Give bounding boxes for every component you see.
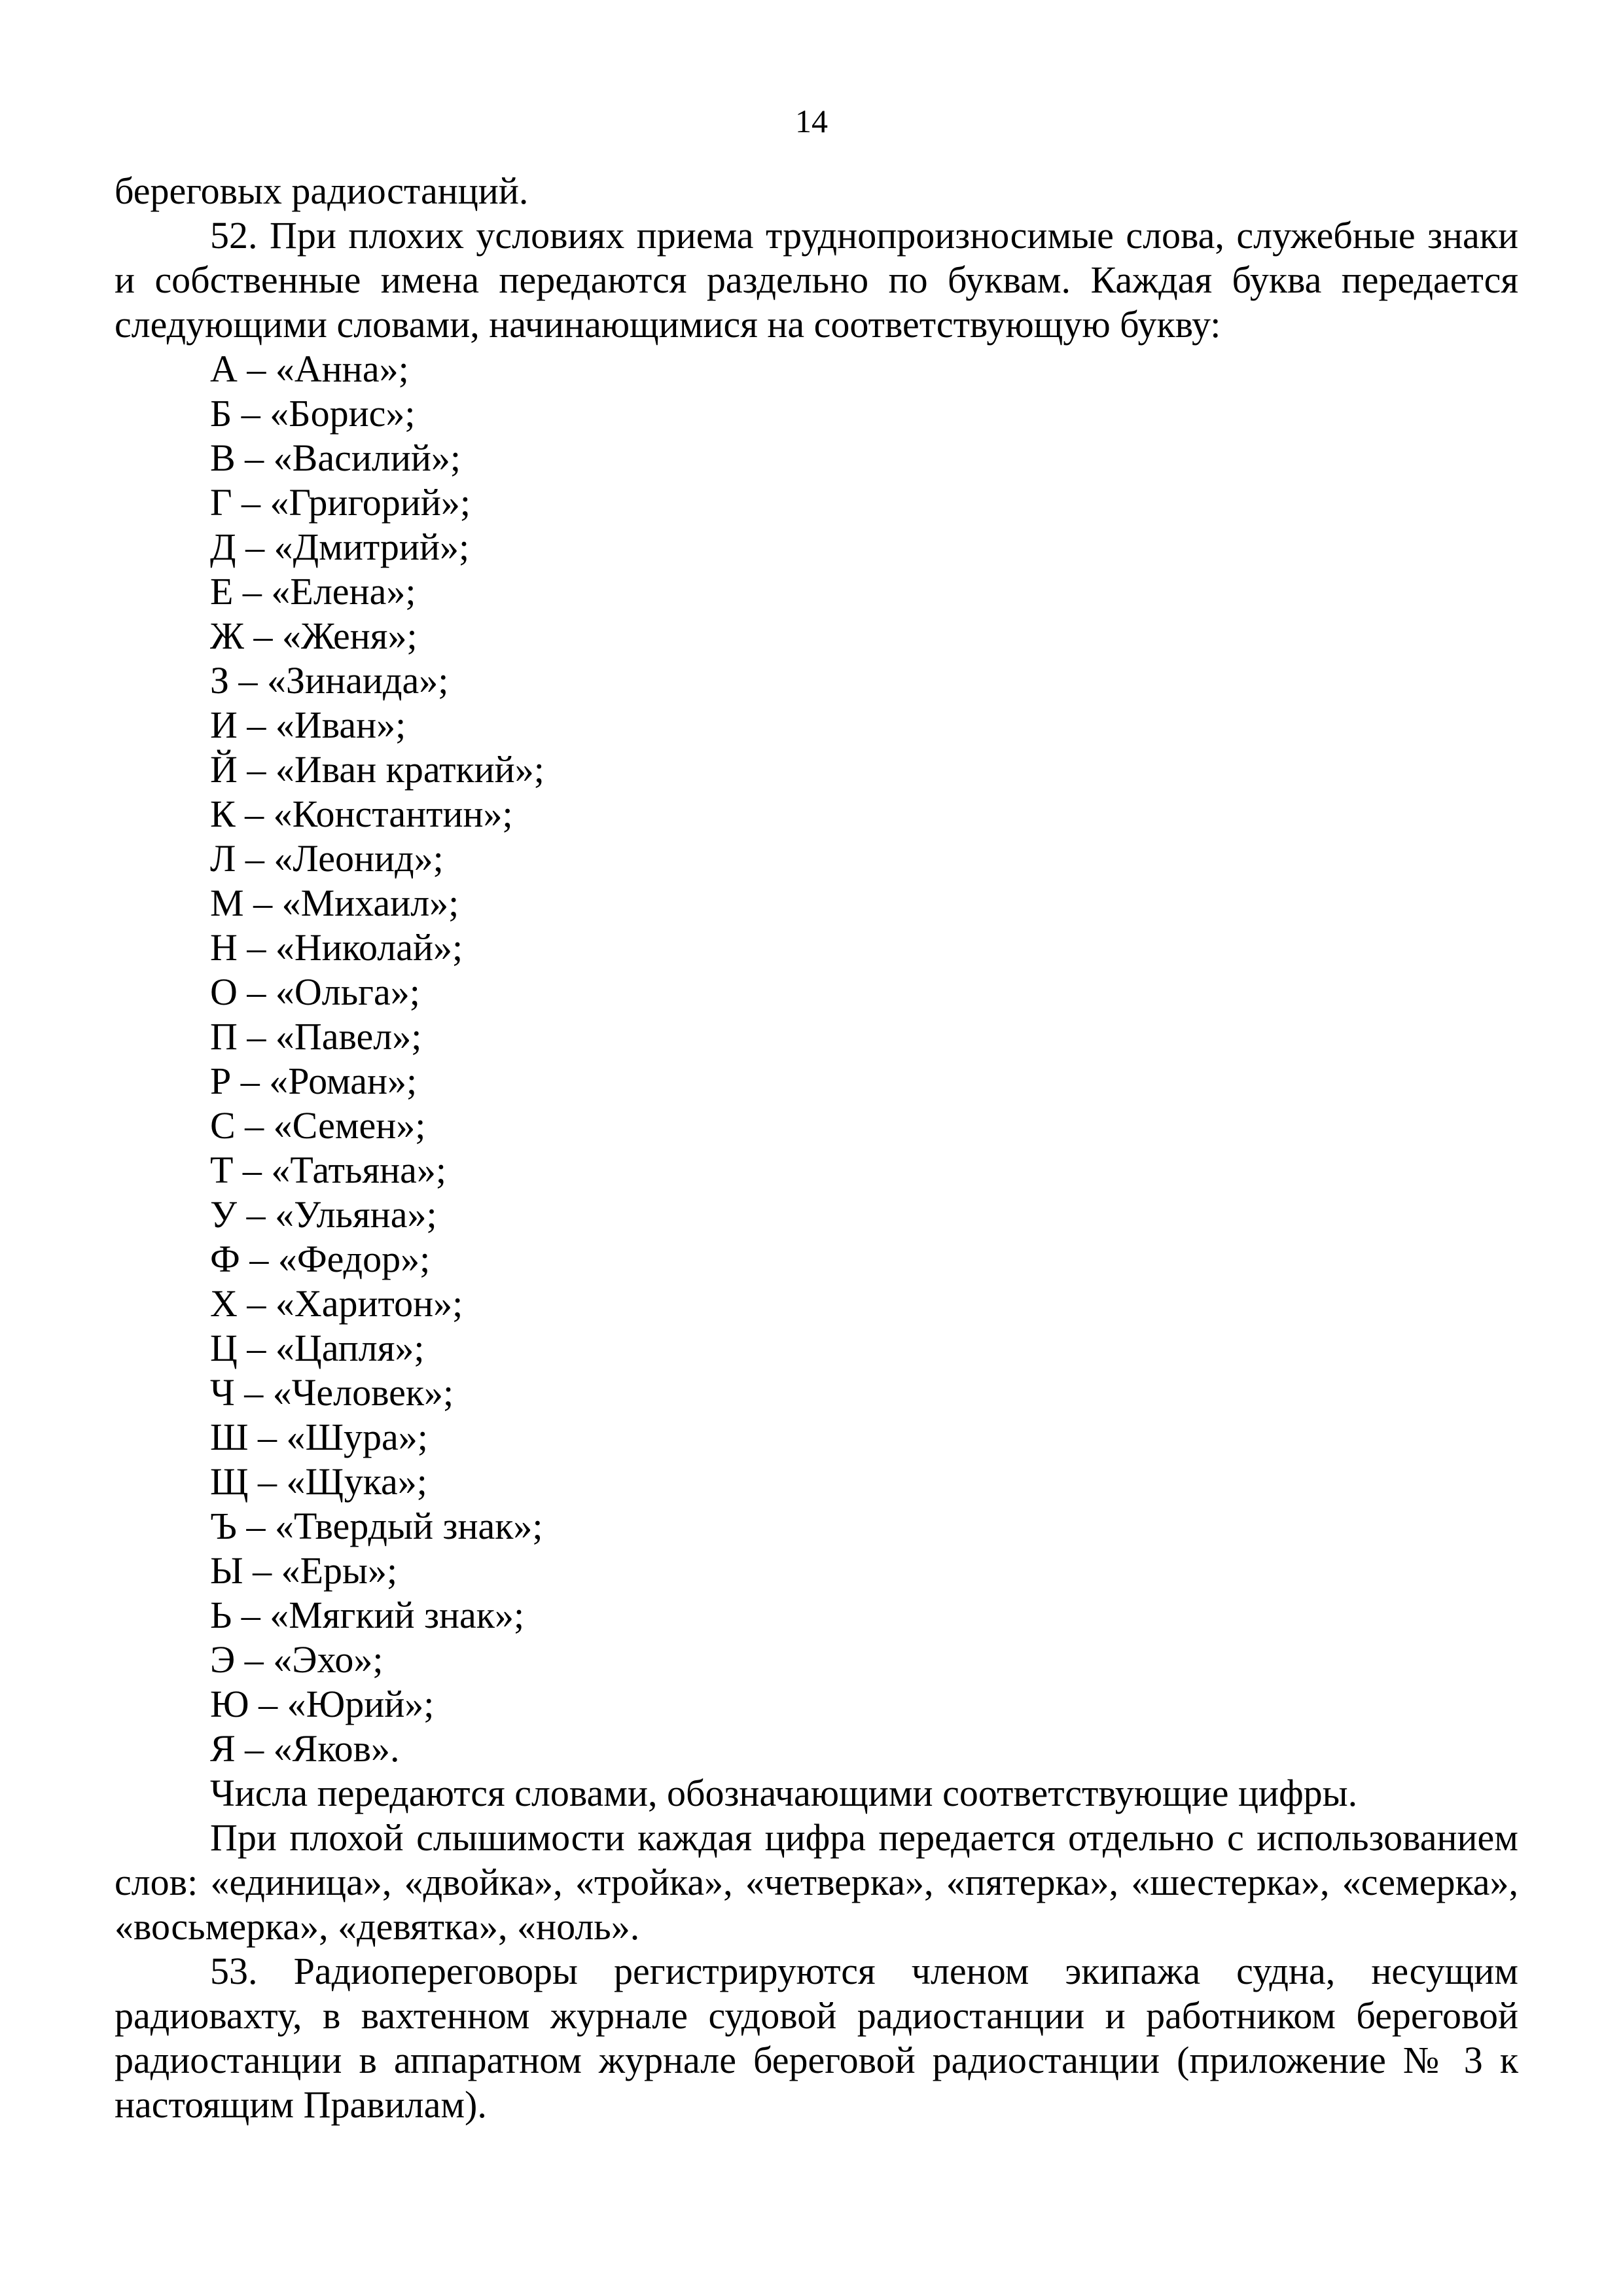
alphabet-item: Ц – «Цапля»; (210, 1327, 425, 1369)
alphabet-item: Х – «Харитон»; (210, 1282, 463, 1325)
alphabet-item: Ь – «Мягкий знак»; (210, 1594, 525, 1636)
alphabet-item: Я – «Яков». (210, 1727, 400, 1770)
paragraph-53: 53. Радиопереговоры регистрируются членом экипажа судна, несущим радиовахту, в вахтенном журнале судовой радиостанции и работником береговой радиостанции в аппаратном журнале береговой радиостанции (приложение № 3 к настоящим Правилам). (115, 1950, 1518, 2126)
alphabet-item: З – «Зинаида»; (210, 659, 449, 702)
alphabet-item: И – «Иван»; (210, 704, 406, 746)
paragraph-continuation: береговых радиостанций. (115, 170, 529, 212)
alphabet-item: М – «Михаил»; (210, 882, 459, 924)
alphabet-item: Е – «Елена»; (210, 570, 416, 613)
alphabet-item: Д – «Дмитрий»; (210, 526, 470, 568)
alphabet-item: Ъ – «Твердый знак»; (210, 1505, 543, 1547)
alphabet-item: А – «Анна»; (210, 348, 409, 390)
alphabet-item: Б – «Борис»; (210, 392, 416, 435)
alphabet-item: У – «Ульяна»; (210, 1193, 437, 1236)
alphabet-item: Ф – «Федор»; (210, 1238, 431, 1280)
document-body (115, 169, 1518, 2127)
alphabet-item: Ы – «Еры»; (210, 1549, 398, 1592)
paragraph-poor-hearing: При плохой слышимости каждая цифра передается отдельно с использованием слов: «единица», «двойка», «тройка», «четверка», «пятерка», «шестерка», «семерка», «восьмерка», «девятка», «ноль». (115, 1816, 1518, 1948)
alphabet-item: Т – «Татьяна»; (210, 1149, 447, 1191)
alphabet-item: П – «Павел»; (210, 1015, 422, 1058)
paragraph-numbers: Числа передаются словами, обозначающими соответствующие цифры. (210, 1772, 1358, 1814)
alphabet-item: К – «Константин»; (210, 793, 513, 835)
alphabet-item: Ш – «Шура»; (210, 1416, 428, 1458)
alphabet-item: Р – «Роман»; (210, 1060, 418, 1102)
alphabet-item: О – «Ольга»; (210, 971, 420, 1013)
alphabet-item: С – «Семен»; (210, 1104, 426, 1147)
alphabet-item: Г – «Григорий»; (210, 481, 471, 524)
paragraph-52: 52. При плохих условиях приема труднопроизносимые слова, служебные знаки и собственные имена передаются раздельно по буквам. Каждая буква передается следующими словами, начинающимися на соответствующую букву: (115, 214, 1518, 346)
alphabet-item: В – «Василий»; (210, 437, 461, 479)
alphabet-item: Э – «Эхо»; (210, 1638, 383, 1681)
alphabet-item: Й – «Иван краткий»; (210, 748, 544, 791)
alphabet-item: Ж – «Женя»; (210, 615, 418, 657)
alphabet-item: Л – «Леонид»; (210, 837, 444, 880)
alphabet-item: Н – «Николай»; (210, 926, 463, 969)
alphabet-item: Ч – «Человек»; (210, 1371, 454, 1414)
alphabet-item: Щ – «Щука»; (210, 1460, 427, 1503)
phonetic-alphabet-list (115, 347, 1518, 1771)
page-number: 14 (795, 103, 828, 139)
alphabet-item: Ю – «Юрий»; (210, 1683, 435, 1725)
